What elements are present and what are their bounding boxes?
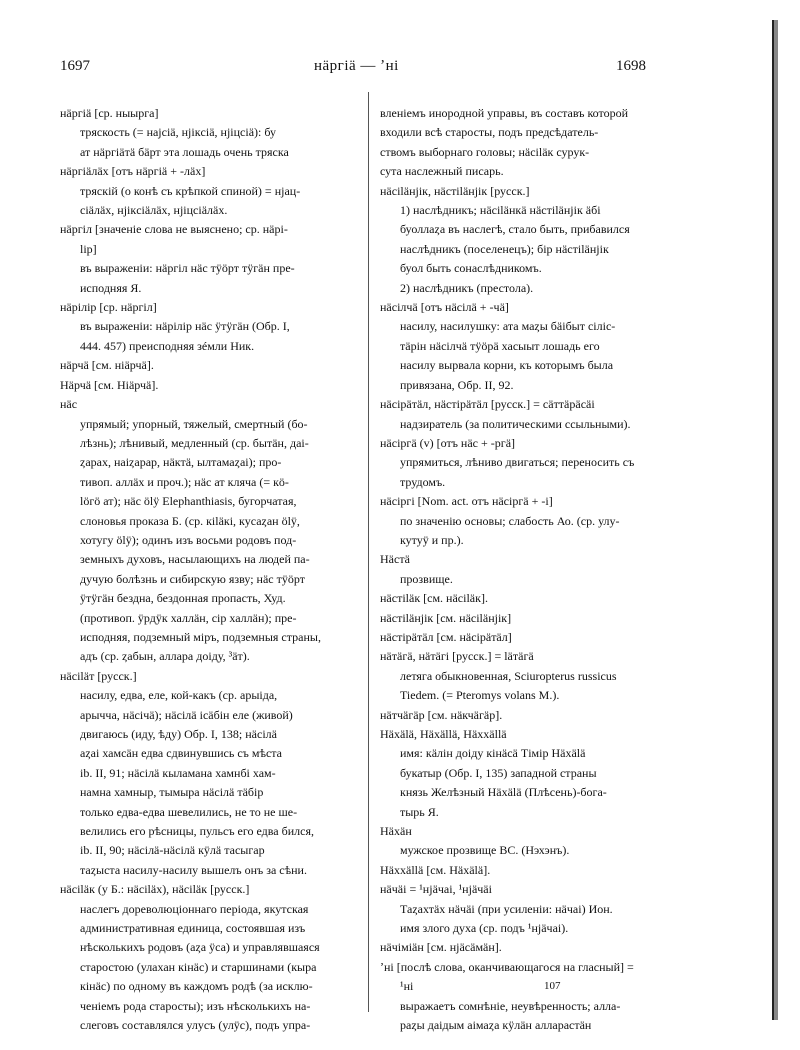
entry-headword: нäciläк (у Б.: нäciläх), нäciläк [русск.] xyxy=(60,882,250,897)
entry-headword: нäстiрäтäл [см. нäciрäтäл] xyxy=(380,629,512,644)
entry-headword: нäчiмiäн [см. нjäсäмäн]. xyxy=(380,940,502,955)
entry-text-line: лѣзнь); лѣнивый, медленный (ср. бытäн, даi- xyxy=(80,435,309,450)
entry-text-line: ченіемъ рода старосты); изъ нѣсколькихъ на- xyxy=(80,998,311,1013)
entry-text-line: 2) наслѣдникъ (престола). xyxy=(400,280,534,295)
entry-text-line: Tiedem. (= Pteromys volans M.). xyxy=(400,688,560,703)
entry-text-line: ib. II, 90; нäciлä-нäciлä кÿлä тасыгар xyxy=(80,843,265,858)
entry-text-line: упрямый; упорный, тяжелый, смертный (бо- xyxy=(80,416,308,431)
entry-text-line: слеговъ составлялся улусъ (улÿс), подъ упра- xyxy=(80,1018,311,1033)
entry-headword: нäстiläк [см. нäciläк]. xyxy=(380,591,488,606)
entry-headword: нäciлчä [отъ нäciлä + -чä] xyxy=(380,300,509,315)
entry-text-line: тырь Я. xyxy=(400,804,439,819)
entry-text-line: ствомъ выборнаго головы; нäciläк сурук- xyxy=(380,144,590,159)
entry-headword: нäрчä [см. нiäрчä]. xyxy=(60,358,154,373)
entry-text-line: въ выраженіи: нäргiл нäс тÿöрт тÿгäн пре- xyxy=(80,261,295,276)
entry-text-line: тряскій (о конѣ съ крѣпкой спиной) = нjац- xyxy=(80,183,301,198)
entry-text-line: насилу, насилушку: ата маȥы бäiбыт ciлic- xyxy=(400,319,616,334)
entry-text-line: по значенію основы; слабость Ао. (ср. улу- xyxy=(400,513,620,528)
entry-text-line: слоновья проказа Б. (ср. кiläкi, кусаȥан ölÿ, xyxy=(80,513,300,528)
dictionary-page xyxy=(50,20,774,1033)
entry-text-line: земныхъ духовъ, насылающихъ на людей па- xyxy=(80,552,310,567)
page-number-left: 1697 xyxy=(60,58,90,74)
entry-text-line: кiнäс) по одному въ каждомъ родѣ (за исклю- xyxy=(80,979,313,994)
entry-text-line: административная единица, состоявшая изъ xyxy=(80,921,306,936)
entry-text-line: двигаюсь (иду, ѣду) Обр. I, 138; нäciлä xyxy=(80,727,277,741)
entry-text-line: упрямиться, лѣниво двигаться; переносить съ xyxy=(400,455,635,470)
entry-headword: Нäстä xyxy=(380,552,410,567)
entry-text-line: выражаетъ сомнѣніе, неувѣренность; алла- xyxy=(400,998,621,1013)
entry-headword: нäс xyxy=(60,397,78,412)
entry-text-line: привязана, Обр. II, 92. xyxy=(400,377,514,392)
entry-text-line: тäрiн нäciлчä тÿöрä хасыыт лошадь его xyxy=(400,338,600,353)
entry-text-line: насилу, едва, еле, кой-какъ (ср. арыiда, xyxy=(80,688,278,703)
entry-headword: нäрiлiр [ср. нäргiл] xyxy=(60,300,157,315)
entry-text-line: аȥаi хамсäн едва сдвинувшись съ мѣста xyxy=(80,746,283,761)
entry-text-line: ¹нi xyxy=(400,979,414,994)
left-column xyxy=(60,104,360,1036)
entry-text-line: ȥарах, нaiȥарар, нäктä, ылтамаȥаi); про- xyxy=(80,455,282,470)
entry-headword: ʼнi [послѣ слова, оканчивающагося на гласный] = xyxy=(380,959,634,974)
entry-headword: Нäххällä [см. Нäхälä]. xyxy=(380,862,491,877)
entry-headword: нäстiläнjiк [см. нäciläнjiк] xyxy=(380,610,512,625)
entry-headword: нäчäi = ¹нjäчаi, ¹нjäчäi xyxy=(380,882,492,897)
entry-text-line: буоллаȥа въ наслегѣ, стало быть, прибавился xyxy=(400,222,630,237)
entry-text-line: löгö ат); нäс ölÿ Elephanthiasis, бугорчатая, xyxy=(80,494,297,509)
entry-text-line: велились его рѣсницы, пульсъ его едва бился, xyxy=(80,824,314,839)
entry-text-line: кутуÿ и пр.). xyxy=(400,532,464,547)
entry-text-line: насилу вырвала корни, къ которымъ была xyxy=(400,358,614,373)
entry-headword: нäciргä (v) [отъ нäс + -ргä] xyxy=(380,435,516,450)
entry-text-line: букатыр (Обр. I, 135) западной страны xyxy=(400,765,597,780)
entry-headword: нäciläнjiк, нäстiläнjiк [русск.] xyxy=(380,183,530,198)
entry-text-line: буол быть сонаслѣдникомъ. xyxy=(400,261,542,276)
entry-text-line: наслѣдникъ (поселенецъ); бiр нäстiläнjiк xyxy=(400,241,609,256)
entry-text-line: намна хамныр, тымыра нäciлä тäбiр xyxy=(80,785,264,800)
entry-text-line: адъ (ср. ȥабын, аллара доiду, ³äт). xyxy=(80,649,250,664)
entry-text-line: трудомъ. xyxy=(400,474,446,489)
entry-text-line: имя: кäлiн доiду кiнäсä Тiмiр Нäхälä xyxy=(400,746,586,761)
entry-text-line: надзиратель (за политическими ссыльными). xyxy=(400,416,631,431)
entry-text-line: тряскость (= наjciä, нjiкciä, нjiцciä): бу xyxy=(80,125,277,140)
entry-text-line: арычча, нäciчä); нäciлä icäбiн еле (живой) xyxy=(80,707,293,722)
entry-text-line: исподняя, подземный міръ, подземныя страны, xyxy=(80,629,321,644)
entry-text-line: таȥыста насилу-насилу вышелъ онъ за сѣни. xyxy=(80,862,307,877)
entry-headword: Нäрчä [см. Нiäрчä]. xyxy=(60,377,159,392)
entry-text-line: нѣсколькихъ родовъ (аȥа ÿса) и управлявшаяся xyxy=(80,940,320,955)
entry-headword: Нäхäн xyxy=(380,824,412,839)
entry-text-line: ib. II, 91; нäciлä кылaмaнa хамнбi хам- xyxy=(80,765,276,780)
entry-text-line: князь Желѣзный Нäхälä (Плѣсень)-бога- xyxy=(400,785,607,800)
entry-headword: нäтäгä, нäтäгi [русск.] = läтäгä xyxy=(380,649,534,664)
entry-text-line: 444. 457) преисподняя зéмли Ник. xyxy=(80,338,255,353)
entry-headword: нäciläт [русск.] xyxy=(60,668,137,683)
entry-text-line: только едва-едва шевелились, не то не ше- xyxy=(80,804,298,819)
entry-text-line: исподняя Я. xyxy=(80,280,142,295)
entry-text-line: въ выраженіи: нäрiлiр нäс ÿтÿгäн (Обр. I, xyxy=(80,319,290,334)
entry-text-line: ciäлäх, нjiкciäлäх, нjiцciäлäх. xyxy=(80,203,228,218)
right-column xyxy=(380,104,676,1036)
entry-text-line: дучую болѣзнь и сибирскую язву; нäс тÿöрт xyxy=(80,571,305,586)
entry-text-line: раȥы даiдым аiмаȥа кÿлäн алларастäн xyxy=(400,1018,592,1033)
entry-text-line: прозвище. xyxy=(400,571,453,586)
entry-text-line: хотугу ölÿ); одинъ изъ восьми родовъ под- xyxy=(80,532,297,547)
entry-text-line: вленіемъ инородной управы, въ составъ которой xyxy=(380,106,629,120)
entry-text-line: входили всѣ старосты, подъ предсѣдатель- xyxy=(380,125,599,140)
entry-text-line: сута наслежный писарь. xyxy=(380,164,504,179)
entry-text-line: ÿтÿгäн бездна, бездонная пропасть, Худ. xyxy=(80,591,286,606)
entry-text-line: ат нäргiäтä бäрт эта лошадь очень тряска xyxy=(80,144,289,159)
entry-headword: нäтчäгäр [см. нäкчäгäр]. xyxy=(380,707,503,722)
sheet-number: 107 xyxy=(544,980,561,992)
entry-text-line: имя злого духа (ср. подъ ¹нjäчаi). xyxy=(400,921,569,936)
entry-text-line: мужское прозвище ВС. (Нэхэнъ). xyxy=(400,843,570,858)
entry-text-line: летяга обыкновенная, Sciuropterus russicus xyxy=(400,668,617,683)
entry-headword: нäргiл [значеніе слова не выяснено; ср. нäрi- xyxy=(60,222,288,237)
entry-text-line: старостою (улахан кiнäс) и старшинами (кыра xyxy=(80,959,317,974)
entry-headword: Нäхälä, Нäхällä, Нäххällä xyxy=(380,727,507,741)
entry-headword: нäciрäтäл, нäстiрäтäл [русск.] = сäттäрäсäi xyxy=(380,397,595,412)
entry-headword: нäciргi [Nom. act. отъ нäciргä + -i] xyxy=(380,494,553,509)
entry-text-line: (противоп. ÿрдÿк халлäн, сiр халлäн); пре- xyxy=(80,610,297,625)
entry-headword: нäргiä [ср. ныырга] xyxy=(60,106,159,120)
entry-headword: нäргiäлäх [отъ нäргiä + -лäх] xyxy=(60,164,206,179)
entry-text-line: тивоп. аллäх и проч.); нäс ат кляча (= кö- xyxy=(80,474,289,489)
entry-text-line: 1) наслѣдникъ; нäciläнкä нäстiläнjiк äбi xyxy=(400,203,601,218)
page-number-right: 1698 xyxy=(616,58,646,74)
entry-text-line: наслегъ дореволюціоннаго періода, якутская xyxy=(80,901,309,916)
running-head: нäргiä — ʼнi xyxy=(314,58,399,74)
entry-text-line: lip] xyxy=(80,241,97,256)
entry-text-line: Таȥахтäх нäчäi (при усиленіи: нäчаi) Ион. xyxy=(400,901,613,916)
column-divider xyxy=(368,92,369,1012)
